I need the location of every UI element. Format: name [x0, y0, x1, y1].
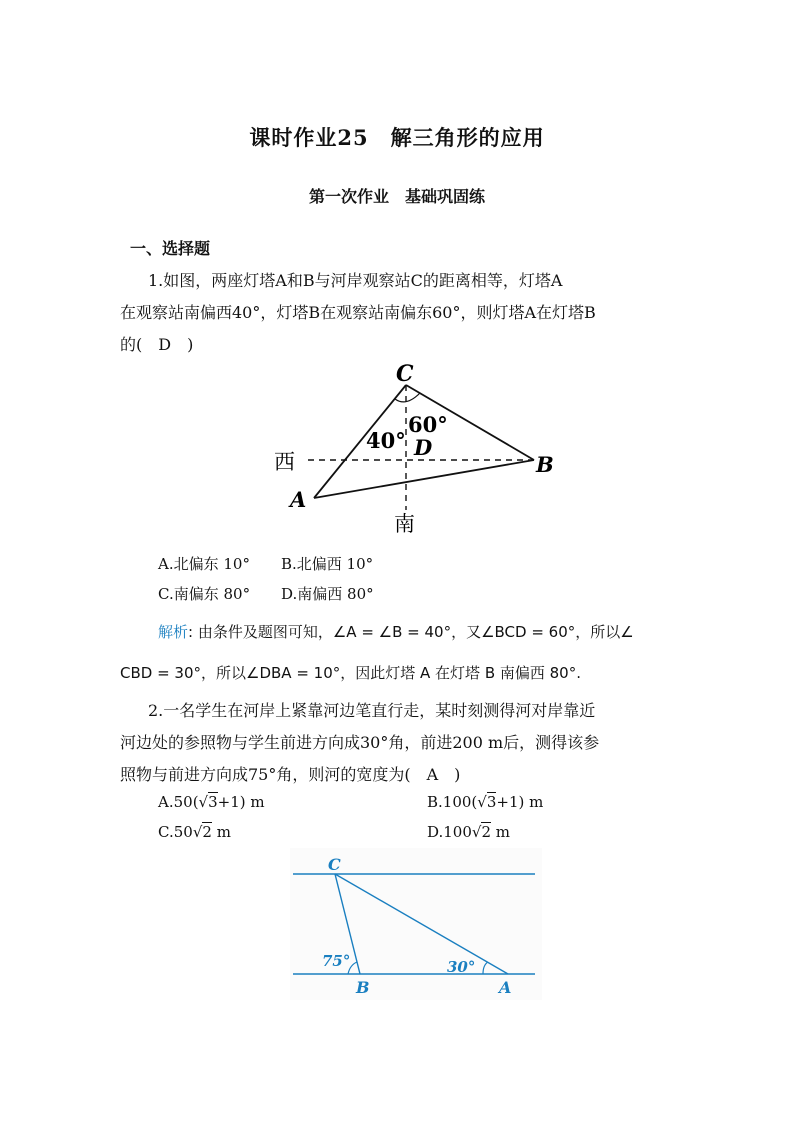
- label-south: 南: [394, 512, 415, 536]
- q1-option-b: B.北偏西 10°: [281, 555, 374, 573]
- q1-figure: [260, 355, 570, 545]
- label-d: D: [414, 435, 433, 460]
- label-angle60: 60°: [408, 412, 448, 437]
- page-title: 课时作业25 解三角形的应用: [249, 125, 545, 150]
- q2-option-c: C.50√2 m: [158, 823, 231, 841]
- q2-option-a: A.50(√3+1) m: [158, 793, 265, 811]
- section-heading: 一、选择题: [130, 239, 211, 258]
- q2-text-line2: 河边处的参照物与学生前进方向成30°角，前进200 m后，测得该参: [120, 733, 600, 752]
- q2-text-line3: 照物与前进方向成75°角，则河的宽度为( A ): [120, 765, 461, 784]
- q2-figure: [290, 848, 542, 1000]
- label-c: C: [328, 855, 341, 874]
- solution-label: 解析: [158, 623, 189, 641]
- q1-solution-line1: [158, 621, 634, 642]
- label-b: B: [536, 452, 554, 477]
- segment-ab: [314, 460, 534, 498]
- q1-solution-line2: CBD = 30°，所以∠DBA = 10°，因此灯塔 A 在灯塔 B 南偏西 80°.: [120, 664, 581, 682]
- page-subtitle: 第一次作业 基础巩固练: [308, 187, 485, 206]
- label-a: A: [499, 978, 512, 997]
- q1-text-line3: 的( D ): [120, 335, 194, 354]
- q2-option-b: B.100(√3+1) m: [427, 793, 544, 811]
- label-c: C: [396, 361, 414, 387]
- solution-text-1: : 由条件及题图可知，∠A = ∠B = 40°，又∠BCD = 60°，所以∠: [188, 623, 634, 641]
- q1-option-a: A.北偏东 10°: [158, 555, 250, 573]
- q1-text-line2: 在观察站南偏西40°，灯塔B在观察站南偏东60°，则灯塔A在灯塔B: [120, 303, 596, 322]
- q1-option-d: D.南偏西 80°: [281, 585, 374, 603]
- q2-option-d: D.100√2 m: [427, 823, 510, 841]
- label-west: 西: [274, 450, 295, 474]
- label-a: A: [290, 487, 307, 512]
- q1-text-line1: 1.如图，两座灯塔A和B与河岸观察站C的距离相等，灯塔A: [148, 271, 563, 290]
- label-angle75: 75°: [322, 952, 351, 970]
- q1-option-c: C.南偏东 80°: [158, 585, 251, 603]
- q2-text-line1: 2.一名学生在河岸上紧靠河边笔直行走，某时刻测得河对岸靠近: [148, 701, 596, 720]
- label-angle40: 40°: [366, 428, 406, 453]
- label-b: B: [356, 978, 370, 997]
- label-angle30: 30°: [447, 958, 476, 976]
